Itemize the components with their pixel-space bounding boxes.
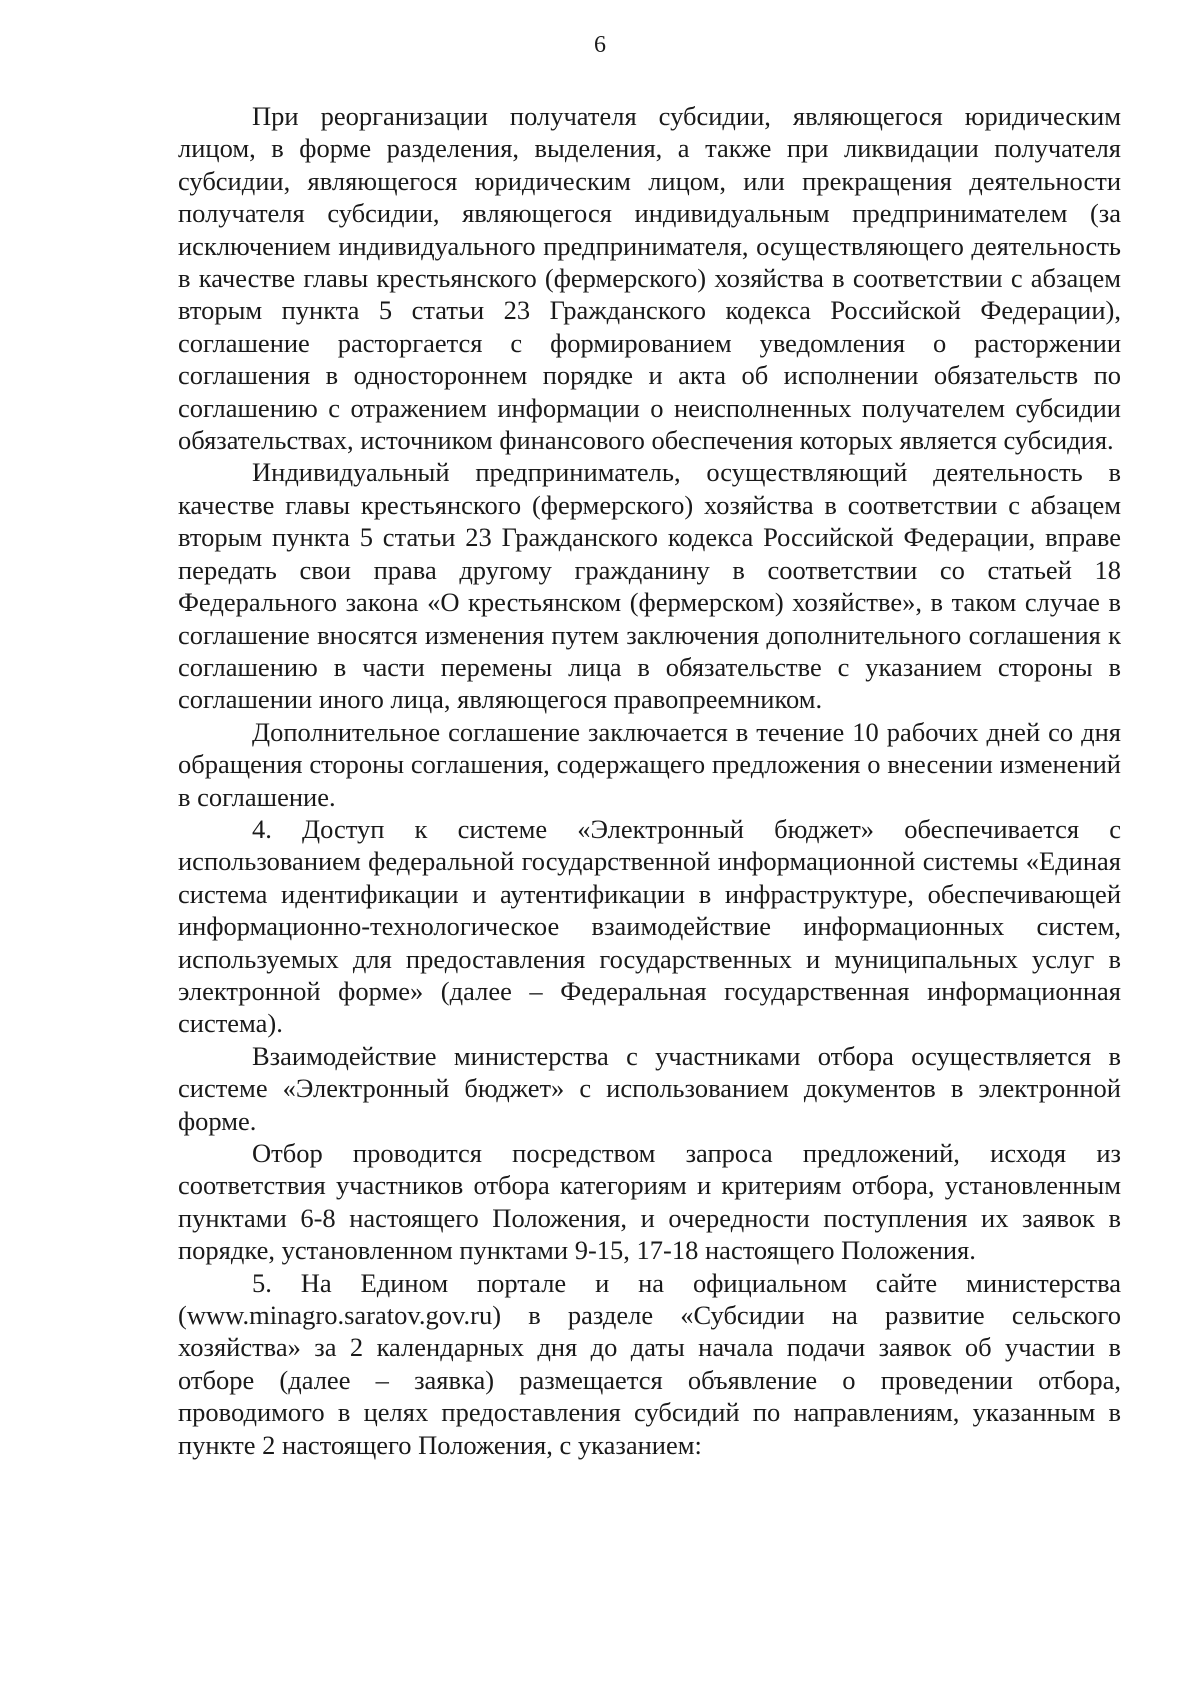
paragraph-ministry-interaction: Взаимодействие министерства с участниками отбора осуществляется в системе «Электронный бюджет» с использованием документов в электронной форме.	[178, 1040, 1121, 1136]
paragraph-entrepreneur-rights: Индивидуальный предприниматель, осуществляющий деятельность в качестве главы крестьянского (фермерского) хозяйства в соответствии с абзацем вторым пункта 5 статьи 23 Гражданского кодекса Российской Федерации, вправе передать свои права другому гражданину в соответствии со статьей 18 Федерального закона «О крестьянском (фермерском) хозяйстве», в таком случае в соглашение вносятся изменения путем заключения дополнительного соглашения к соглашению в части перемены лица в обязательстве с указанием стороны в соглашении иного лица, являющегося правопреемником.	[178, 457, 1121, 715]
page-number: 6	[594, 32, 606, 58]
document-body	[178, 100, 1121, 1461]
paragraph-announcement: 5. На Едином портале и на официальном сайте министерства (www.minagro.saratov.gov.ru) в разделе «Субсидии на развитие сельского хозяйства» за 2 календарных дня до даты начала подачи заявок об участии в отборе (далее – заявка) размещается объявление о проведении отбора, проводимого в целях предоставления субсидий по направлениям, указанным в пункте 2 настоящего Положения, с указанием:	[178, 1267, 1121, 1460]
paragraph-reorganization: При реорганизации получателя субсидии, являющегося юридическим лицом, в форме разделения, выделения, а также при ликвидации получателя субсидии, являющегося юридическим лицом, или прекращения деятельности получателя субсидии, являющегося индивидуальным предпринимателем (за исключением индивидуального предпринимателя, осуществляющего деятельность в качестве главы крестьянского (фермерского) хозяйства в соответствии с абзацем вторым пункта 5 статьи 23 Гражданского кодекса Российской Федерации), соглашение расторгается с формированием уведомления о расторжении соглашения в одностороннем порядке и акта об исполнении обязательств по соглашению с отражением информации о неисполненных получателем субсидии обязательствах, источником финансового обеспечения которых является субсидия.	[178, 101, 1121, 456]
paragraph-selection-procedure: Отбор проводится посредством запроса предложений, исходя из соответствия участников отбора категориям и критериям отбора, установленным пунктами 6-8 настоящего Положения, и очередности поступления их заявок в порядке, установленном пунктами 9-15, 17-18 настоящего Положения.	[178, 1138, 1121, 1266]
paragraph-electronic-budget-access: 4. Доступ к системе «Электронный бюджет» обеспечивается с использованием федеральной государственной информационной системы «Единая система идентификации и аутентификации в инфраструктуре, обеспечивающей информационно-технологическое взаимодействие информационных систем, используемых для предоставления государственных и муниципальных услуг в электронной форме» (далее – Федеральная государственная информационная система).	[178, 813, 1121, 1039]
paragraph-additional-agreement: Дополнительное соглашение заключается в течение 10 рабочих дней со дня обращения стороны соглашения, содержащего предложения о внесении изменений в соглашение.	[178, 716, 1121, 812]
